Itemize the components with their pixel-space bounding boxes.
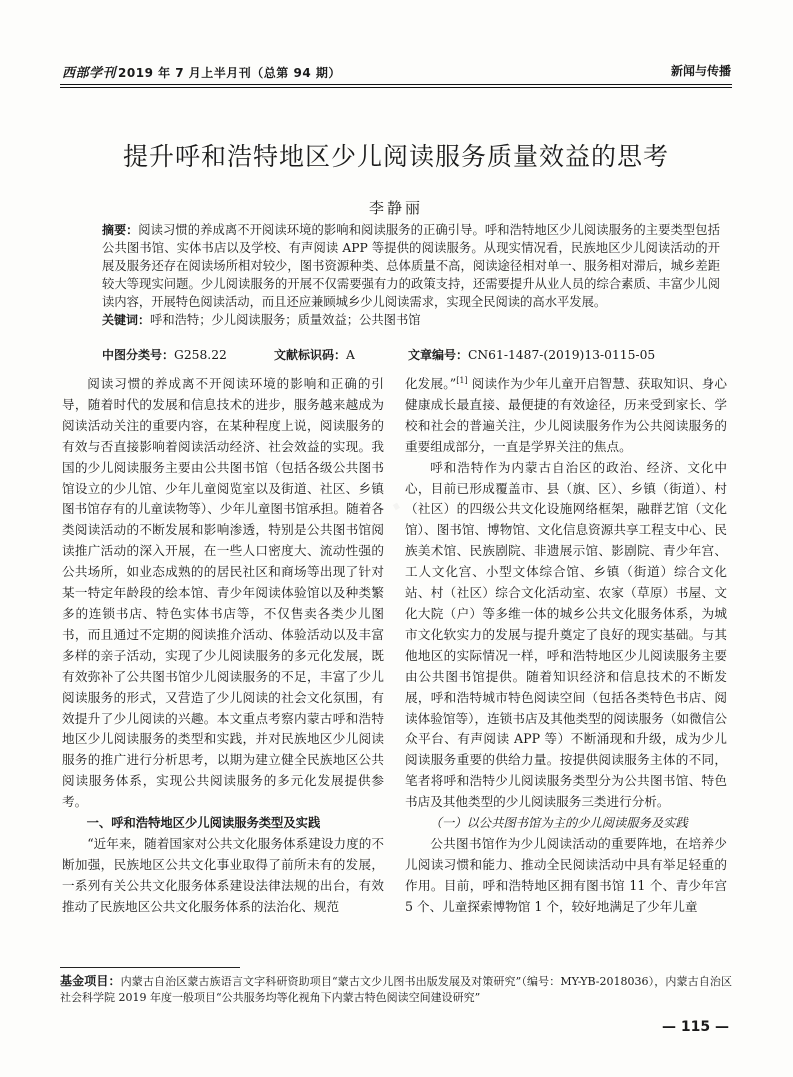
issue-info: 2019 年 7 月上半月刊（总第 94 期） — [118, 66, 341, 80]
body-paragraph — [405, 374, 727, 458]
page-number: — 115 — — [662, 1019, 729, 1035]
article-title: 提升呼和浩特地区少儿阅读服务质量效益的思考 — [122, 142, 669, 171]
body-paragraph: 阅读习惯的养成离不开阅读环境的影响和正确的引导，随着时代的发展和信息技术的进步，服务越来越成为阅读活动关注的重要内容，在某种程度上说，阅读服务的有效与否直接影响着阅读活动经济、社会效益的实现。我国的少儿阅读服务主要由公共图书馆（包括各级公共图书馆设立的少儿馆、少年儿童阅览室以及街道、社区、乡镇图书馆存有的儿童读物等）、少年儿童图书馆承担。随着各类阅读活动的不断发展和影响渗透，特别是公共图书馆阅读推广活动的深入开展，在一些人口密度大、流动性强的公共场所，如业态成熟的的居民社区和商场等出现了针对某一特定年龄段的绘本馆、青少年阅读体验馆以及种类繁多的连锁书店、特色实体书店等，不仅售卖各类少儿图书，而且通过不定期的阅读推介活动、体验活动以及丰富多样的亲子活动，实现了少儿阅读服务的多元化发展，既有效弥补了公共图书馆少儿阅读服务的不足，丰富了少儿阅读服务的形式，又营造了少儿阅读的社会文化氛围，有效提升了少儿阅读的兴趣。本文重点考察内蒙古呼和浩特地区少儿阅读服务的类型和实践，并对民族地区少儿阅读服务的推广进行分析思考，以期为建立健全民族地区公共阅读服务体系，实现公共阅读服务的多元化发展提供参考。 — [62, 376, 384, 810]
doc-value: A — [346, 348, 355, 362]
doc-label: 文献标识码： — [274, 348, 347, 362]
paragraph-text: 阅读作为少年儿童开启智慧、获取知识、身心健康成长最直接、最便捷的有效途径，历来受到家长、学校和社会的普遍关注，少儿阅读服务作为公共阅读服务的重要组成部分，一直是学界关注的焦点。 — [405, 376, 727, 454]
running-header-journal — [62, 62, 341, 81]
article-value: CN61-1487-(2019)13-0115-05 — [468, 348, 656, 362]
body-column-right — [405, 374, 727, 918]
keywords-text: 呼和浩特；少儿阅读服务；质量效益；公共图书馆 — [150, 313, 421, 328]
header-rule-thin — [60, 87, 732, 88]
body-paragraph: “近年来，随着国家对公共文化服务体系建设力度的不断加强，民族地区公共文化事业取得了前所未有的发展，一系列有关公共文化服务体系建设法律法规的出台，有效推动了民族地区公共文化服务体系的法治化、规范 — [62, 835, 384, 914]
abstract — [102, 221, 720, 311]
citation-ref: [1] — [456, 375, 468, 385]
author-name: 李静丽 — [368, 199, 423, 217]
header-rule — [60, 84, 732, 85]
abstract-label: 摘要： — [102, 223, 139, 237]
clc-value: G258.22 — [174, 348, 227, 362]
section-label: 新闻与传播 — [670, 64, 731, 78]
keywords-label: 关键词： — [102, 313, 151, 328]
keywords — [102, 311, 720, 329]
article-label: 文章编号： — [408, 348, 469, 362]
article-number — [408, 346, 655, 363]
body-column-left — [62, 374, 384, 918]
body-paragraph: 公共图书馆作为少儿阅读活动的重要阵地，在培养少儿阅读习惯和能力、推动全民阅读活动中具有举足轻重的作用。目前，呼和浩特地区拥有图书馆 11 个、青少年宫 5 个、儿童探索博物馆 1 个，较好地满足了少年儿童 — [405, 835, 727, 914]
abstract-text: 阅读习惯的养成离不开阅读环境的影响和阅读服务的正确引导。呼和浩特地区少儿阅读服务的主要类型包括公共图书馆、实体书店以及学校、有声阅读 APP 等提供的阅读服务。从现实情况看，民族地区少儿阅读活动的开展及服务还存在阅读场所相对较少，图书资源种类、总体质量不高，阅读途径相对单一、服务相对滞后，城乡差距较大等现实问题。少儿阅读服务的开展不仅需要强有力的政策支持，还需要提升从业人员的综合素质、丰富少儿阅读内容，开展特色阅读活动，而且还应兼顾城乡少儿阅读需求，实现全民阅读的高水平发展。 — [102, 223, 720, 310]
clc-number — [102, 346, 227, 363]
journal-masthead: 西部学刊 — [62, 66, 117, 81]
footnote-rule — [60, 967, 240, 968]
footnote-label: 基金项目： — [60, 974, 121, 988]
abstract-block — [102, 221, 720, 330]
paragraph-text: 化发展。” — [405, 376, 457, 391]
section-heading: 一、呼和浩特地区少儿阅读服务类型及实践 — [86, 816, 321, 831]
subsection-heading: （一）以公共图书馆为主的少儿阅读服务及实践 — [429, 816, 688, 831]
clc-label: 中图分类号： — [102, 348, 175, 362]
body-paragraph: 呼和浩特作为内蒙古自治区的政治、经济、文化中心，目前已形成覆盖市、县（旗、区）、乡镇（街道）、村（社区）的四级公共文化设施网络框架，融群艺馆（文化馆）、图书馆、博物馆、文化信息资源共享工程支中心、民族美术馆、民族剧院、非遗展示馆、影剧院、青少年宫、工人文化宫、小型文体综合馆、乡镇（街道）综合文化站、村（社区）综合文化活动室、农家（草原）书屋、文化大院（户）等多维一体的城乡公共文化服务体系，为城市文化软实力的发展与提升奠定了良好的现实基础。与其他地区的实际情况一样，呼和浩特地区少儿阅读服务主要由公共图书馆提供。随着知识经济和信息技术的不断发展，呼和浩特城市特色阅读空间（包括各类特色书店、阅读体验馆等），连锁书店及其他类型的阅读服务（如微信公众平台、有声阅读 APP 等）不断涌现和升级，成为少儿阅读服务重要的供给力量。按提供阅读服务主体的不同，笔者将呼和浩特少儿阅读服务类型分为公共图书馆、特色书店及其他类型的少儿阅读服务三类进行分析。 — [405, 459, 727, 810]
footnote-text: 内蒙古自治区蒙古族语言文字科研资助项目“蒙古文少儿图书出版发展及对策研究”（编号：MY-YB-2018036），内蒙古自治区社会科学院 2019 年度一般项目“公共服务均等化视角下内蒙古特色阅读空间建设研究” — [60, 975, 732, 1004]
classification-line — [102, 346, 720, 364]
document-code — [274, 346, 355, 363]
funding-footnote — [60, 973, 732, 1006]
